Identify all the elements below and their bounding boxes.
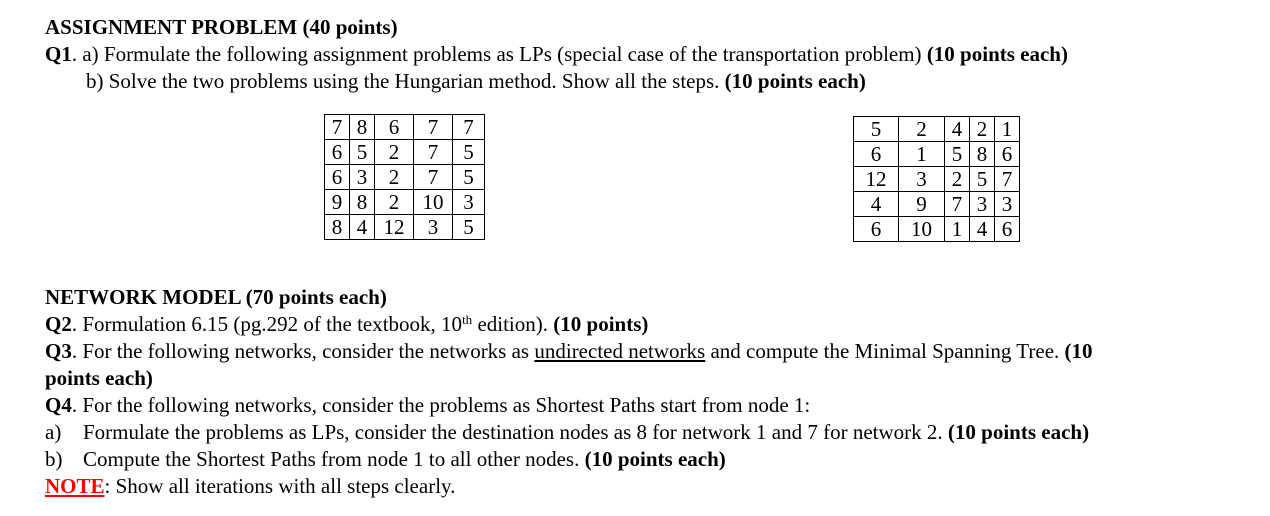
matrix-2-row: [854, 117, 1020, 142]
q4-line: Q4. For the following networks, consider the problems as Shortest Paths start from node 1:: [45, 393, 811, 417]
matrix-2-cell: 6: [995, 217, 1020, 242]
assignment-section: [45, 14, 1245, 95]
matrix-2-cell: 5: [970, 167, 995, 192]
matrix-2-cell: 2: [899, 117, 945, 142]
matrix-1-cell: 5: [453, 165, 485, 190]
q4b-line: b) Compute the Shortest Paths from node 1 to all other nodes. (10 points each): [45, 447, 726, 471]
q3-line-cont: points each): [45, 366, 153, 390]
matrix-2-cell: 6: [854, 142, 899, 167]
matrix-1-cell: 3: [453, 190, 485, 215]
matrix-1-cell: 4: [350, 215, 375, 240]
matrix-1-cell: 7: [325, 115, 350, 140]
matrix-1-cell: 8: [350, 115, 375, 140]
matrix-2-cell: 5: [854, 117, 899, 142]
matrix-1-cell: 6: [375, 115, 414, 140]
assignment-heading: ASSIGNMENT PROBLEM (40 points): [45, 15, 398, 39]
matrix-2-cell: 1: [995, 117, 1020, 142]
matrix-2-cell: 2: [970, 117, 995, 142]
network-section: [45, 284, 1255, 500]
matrix-2-row: [854, 217, 1020, 242]
matrix-1-row: [325, 215, 485, 240]
matrix-2-cell: 12: [854, 167, 899, 192]
q1b-line: b) Solve the two problems using the Hungarian method. Show all the steps. (10 points each): [86, 69, 866, 93]
matrix-2-cell: 7: [945, 192, 970, 217]
q4a-line: a) Formulate the problems as LPs, consider the destination nodes as 8 for network 1 and 7 for network 2. (10 points each): [45, 420, 1090, 444]
matrix-1-cell: 12: [375, 215, 414, 240]
matrix-1-cell: 5: [453, 140, 485, 165]
matrix-2-cell: 3: [899, 167, 945, 192]
matrix-2-cell: 4: [854, 192, 899, 217]
matrix-1-cell: 6: [325, 140, 350, 165]
note-line: NOTE: Show all iterations with all steps clearly.: [45, 474, 456, 498]
matrix-1-cell: 7: [414, 165, 453, 190]
matrix-2-cell: 6: [854, 217, 899, 242]
matrix-2-cell: 1: [899, 142, 945, 167]
matrix-1-cell: 2: [375, 165, 414, 190]
matrix-1-cell: 7: [414, 115, 453, 140]
matrix-2-row: [854, 142, 1020, 167]
q1a-line: Q1. a) Formulate the following assignment problems as LPs (special case of the transportation problem) (10 points each): [45, 42, 1068, 66]
matrix-2-cell: 3: [970, 192, 995, 217]
matrix-2-cell: 8: [970, 142, 995, 167]
assignment-matrix-2: [853, 116, 1020, 242]
matrix-1-cell: 6: [325, 165, 350, 190]
matrix-2-cell: 7: [995, 167, 1020, 192]
matrix-1-row: [325, 165, 485, 190]
matrix-1-cell: 7: [453, 115, 485, 140]
matrix-1-cell: 3: [350, 165, 375, 190]
matrix-2-cell: 10: [899, 217, 945, 242]
matrix-2-row: [854, 192, 1020, 217]
matrix-2-cell: 4: [970, 217, 995, 242]
assignment-matrix-1: [324, 114, 485, 240]
matrix-1-row: [325, 140, 485, 165]
matrix-1-cell: 2: [375, 140, 414, 165]
matrix-2-cell: 1: [945, 217, 970, 242]
matrix-1-cell: 8: [350, 190, 375, 215]
matrix-1-cell: 2: [375, 190, 414, 215]
matrix-1-cell: 9: [325, 190, 350, 215]
matrix-2-cell: 6: [995, 142, 1020, 167]
matrix-1-cell: 10: [414, 190, 453, 215]
matrix-1-cell: 7: [414, 140, 453, 165]
matrix-1-row: [325, 190, 485, 215]
matrix-2-cell: 9: [899, 192, 945, 217]
matrix-1-cell: 8: [325, 215, 350, 240]
matrix-2-cell: 3: [995, 192, 1020, 217]
matrix-1-cell: 5: [453, 215, 485, 240]
matrix-2-cell: 2: [945, 167, 970, 192]
q3-line: Q3. For the following networks, consider the networks as undirected networks and compute the Minimal Spanning Tree. (10: [45, 339, 1093, 363]
matrix-1-cell: 5: [350, 140, 375, 165]
matrix-1-row: [325, 115, 485, 140]
matrix-2-cell: 5: [945, 142, 970, 167]
q2-line: Q2. Formulation 6.15 (pg.292 of the textbook, 10th edition). (10 points): [45, 312, 649, 336]
matrix-2-cell: 4: [945, 117, 970, 142]
network-heading: NETWORK MODEL (70 points each): [45, 285, 387, 309]
matrix-2-row: [854, 167, 1020, 192]
matrix-1-cell: 3: [414, 215, 453, 240]
